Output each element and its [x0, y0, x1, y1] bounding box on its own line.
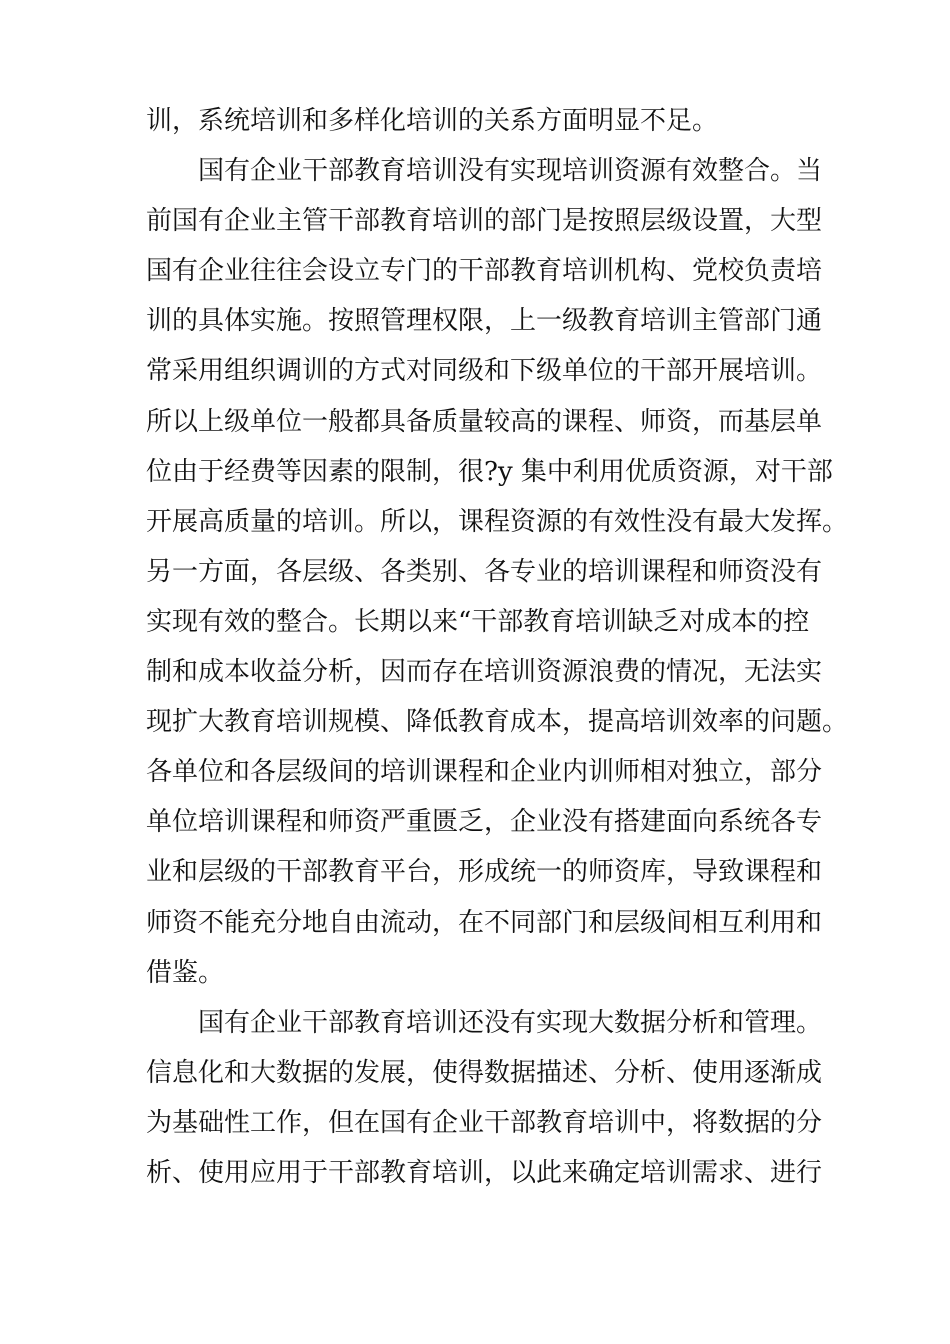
text-line: 前国有企业主管干部教育培训的部门是按照层级设置，大型 — [146, 206, 823, 237]
text-line: 现扩大教育培训规模、降低教育成本，提高培训效率的问题。 — [146, 707, 849, 738]
text-line: 师资不能充分地自由流动，在不同部门和层级间相互利用和 — [146, 907, 823, 938]
text-line: 信息化和大数据的发展，使得数据描述、分析、使用逐渐成 — [146, 1057, 823, 1088]
text-line: 开展高质量的培训。所以，课程资源的有效性没有最大发挥。 — [146, 506, 849, 537]
text-line: 单位培训课程和师资严重匮乏，企业没有搭建面向系统各专 — [146, 807, 823, 838]
text-line: 国有企业往往会设立专门的干部教育培训机构、党校负责培 — [146, 256, 823, 287]
text-line: 所以上级单位一般都具备质量较高的课程、师资，而基层单 — [146, 406, 823, 437]
text-line: 位由于经费等因素的限制，很?y 集中利用优质资源，对干部 — [146, 456, 833, 487]
text-line: 另一方面，各层级、各类别、各专业的培训课程和师资没有 — [146, 556, 823, 587]
text-line: 制和成本收益分析，因而存在培训资源浪费的情况，无法实 — [146, 657, 823, 688]
text-line: 业和层级的干部教育平台，形成统一的师资库，导致课程和 — [146, 857, 823, 888]
body-text — [146, 96, 849, 1198]
text-line-paragraph-start: 国有企业干部教育培训没有实现培训资源有效整合。当 — [198, 156, 823, 187]
text-line: 各单位和各层级间的培训课程和企业内训师相对独立，部分 — [146, 757, 823, 788]
text-line: 训的具体实施。按照管理权限，上一级教育培训主管部门通 — [146, 306, 823, 337]
text-line-paragraph-end: 训，系统培训和多样化培训的关系方面明显不足。 — [146, 106, 719, 136]
text-line: 为基础性工作，但在国有企业干部教育培训中，将数据的分 — [146, 1107, 823, 1138]
text-line-paragraph-start: 国有企业干部教育培训还没有实现大数据分析和管理。 — [198, 1007, 823, 1038]
text-line: 析、使用应用于干部教育培训，以此来确定培训需求、进行 — [146, 1157, 823, 1188]
text-line: 常采用组织调训的方式对同级和下级单位的干部开展培训。 — [146, 356, 823, 387]
text-line-paragraph-end: 借鉴。 — [146, 957, 225, 988]
text-line: 实现有效的整合。长期以来“干部教育培训缺乏对成本的控 — [146, 606, 810, 637]
